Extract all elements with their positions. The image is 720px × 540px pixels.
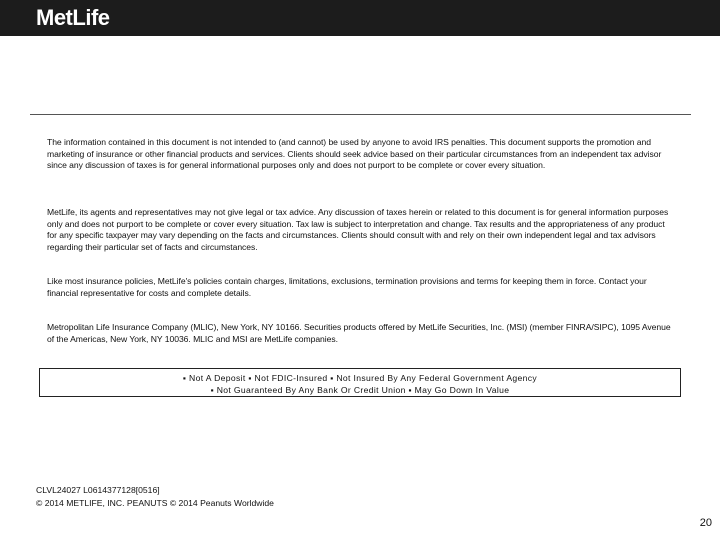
notice-line-2: ▪ Not Guaranteed By Any Bank Or Credit Union ▪ May Go Down In Value — [210, 385, 510, 395]
notice-line-1: ▪ Not A Deposit ▪ Not FDIC-Insured ▪ Not Insured By Any Federal Government Agency — [182, 373, 538, 383]
legal-advice-disclaimer-paragraph: MetLife, its agents and representatives may not give legal or tax advice. Any discussion of taxes herein or related to this document is for general information purposes only and does not purport to be complete or cover every situation. Tax law is subject to interpretation and change. Tax results and the appropriateness of any product for any specific taxpayer may vary depending on the facts and circumstances. Clients should consult with and rely on their own independent legal and tax advisors regarding their particular set of facts and circumstances. — [47, 207, 669, 252]
page-number: 20 — [699, 517, 712, 529]
copyright-notice: © 2014 METLIFE, INC. PEANUTS © 2014 Peanuts Worldwide — [36, 497, 274, 508]
metlife-logo: MetLife — [36, 5, 110, 30]
company-info-paragraph: Metropolitan Life Insurance Company (MLIC), New York, NY 10166. Securities products offered by MetLife Securities, Inc. (MSI) (member FINRA/SIPC), 1095 Avenue of the Americas, New York, NY 10036. MLIC and MSI are MetLife companies. — [47, 322, 671, 344]
policy-terms-paragraph: Like most insurance policies, MetLife's policies contain charges, limitations, exclusions, termination provisions and terms for keeping them in force. Contact your financial representative for costs and complete details. — [47, 276, 647, 298]
header-bar — [0, 0, 720, 36]
footer — [36, 484, 274, 509]
horizontal-divider — [30, 114, 691, 115]
tax-disclaimer-paragraph: The information contained in this document is not intended to (and cannot) be used by anyone to avoid IRS penalties. This document supports the promotion and marketing of insurance or other financial products and services. Clients should seek advice based on their particular circumstances from an independent tax advisor since any discussion of taxes is for general informational purposes only and does not purport to be complete or cover every situation. — [47, 137, 662, 171]
investment-notice-box — [39, 368, 681, 397]
document-code: CLVL24027 L0614377128[0516] — [36, 485, 160, 495]
